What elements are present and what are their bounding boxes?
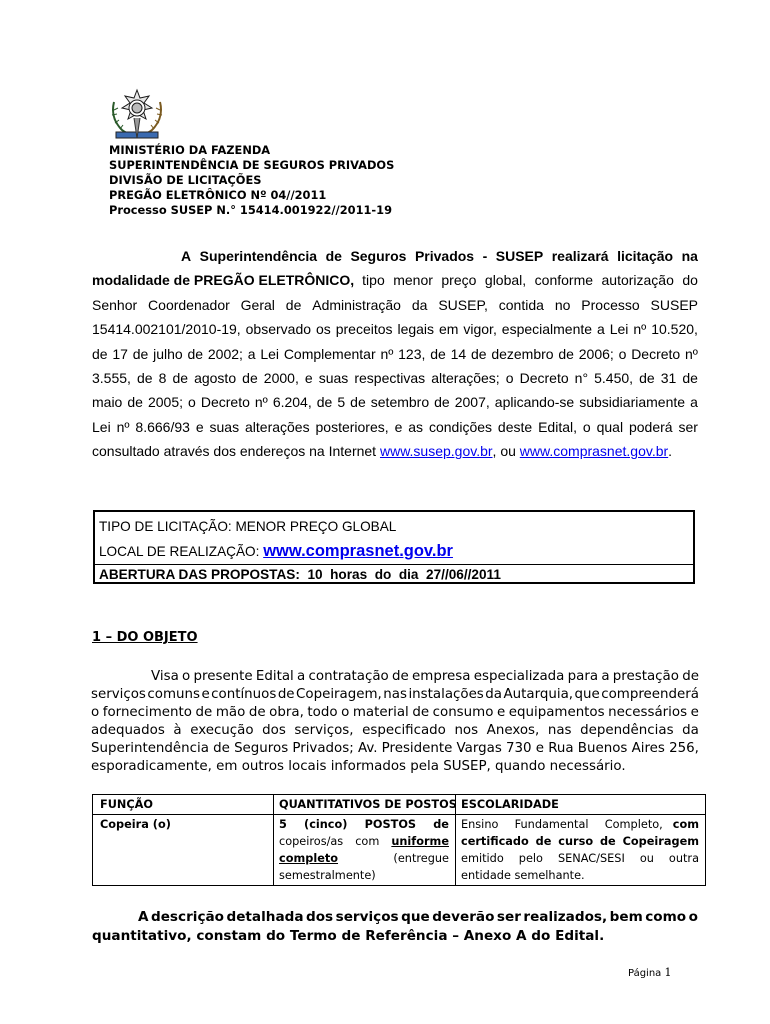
cell-quantitativos: 5 (cinco) POSTOS de copeiros/as com uniforme completo (entregue semestralmente) (279, 818, 449, 882)
box-divider (95, 564, 693, 565)
word: de (350, 394, 366, 411)
word: contida (498, 296, 544, 313)
page-label: Página (628, 968, 665, 979)
word: adequados (91, 723, 165, 738)
word: 8 (158, 369, 167, 386)
word: de (412, 705, 430, 720)
word: descrição (150, 909, 225, 925)
word: de (195, 705, 213, 720)
word: e (195, 418, 204, 435)
word: dependências (580, 723, 674, 738)
word: 15414.002101/2010-19, (92, 321, 241, 338)
table-divider (93, 814, 705, 815)
word: Privados; (292, 741, 354, 756)
word: Vargas (456, 741, 502, 756)
word: as (408, 418, 424, 435)
word: 2000, (263, 369, 299, 386)
word: a (597, 321, 605, 338)
word: e (535, 741, 545, 756)
word: Superintendência (91, 741, 209, 756)
comprasnet-link[interactable]: www.comprasnet.gov.br (519, 443, 669, 460)
object-line (91, 740, 699, 758)
word: maio (92, 394, 123, 411)
word: e (690, 705, 699, 720)
word: de (242, 369, 258, 386)
word: de (136, 369, 153, 386)
word: necessários (608, 705, 688, 720)
word: equipamentos (508, 705, 605, 720)
word: Anexos, (486, 723, 540, 738)
word: mão (215, 705, 246, 720)
word: de (470, 345, 487, 362)
word: ou (639, 852, 654, 865)
word: Decreto (200, 394, 250, 411)
cell-escolaridade: Ensino Fundamental Completo, com certificado de curso de Copeiragem emitido pelo SENAC/SESI ou outra entidade semelhante. (461, 818, 699, 882)
intro-line (92, 268, 698, 292)
word: 10.520, (651, 321, 698, 338)
intro-line (92, 415, 698, 439)
word: especialmente (501, 321, 593, 338)
word: Processo (581, 296, 640, 313)
word: nº (633, 321, 647, 338)
object-line (91, 668, 699, 686)
intro-line (92, 317, 698, 341)
word: emitido (461, 852, 504, 865)
word: de (682, 369, 698, 386)
word: subsidiariamente (579, 394, 686, 411)
word: o (188, 394, 196, 411)
word: Decreto (519, 369, 569, 386)
intro-line (92, 366, 698, 390)
word: SUSEP, (438, 296, 488, 313)
susep-link[interactable]: www.susep.gov.br (379, 443, 493, 460)
comprasnet-box-link[interactable]: www.comprasnet.gov.br (263, 542, 453, 560)
table-divider (273, 795, 274, 885)
word: dos (262, 723, 286, 738)
word: 730 (506, 741, 532, 756)
word: Copeiragem, (296, 687, 382, 702)
word: 3.555, (92, 369, 131, 386)
word: 31 (660, 369, 677, 386)
word: certificado (461, 835, 529, 848)
word: à (173, 723, 182, 738)
word: do (682, 272, 698, 289)
word: Presidente (381, 741, 453, 756)
word: Rua (548, 741, 574, 756)
word: o (688, 909, 698, 925)
word: de (535, 835, 552, 848)
word: alterações; (431, 369, 500, 386)
word: de (434, 394, 450, 411)
word: legais (397, 321, 435, 338)
word: 14 (450, 345, 467, 362)
intro-paragraph (92, 244, 698, 464)
word: nº (380, 345, 394, 362)
auction-type: TIPO DE LICITAÇÃO: MENOR PREÇO GLOBAL (99, 519, 397, 534)
word: instalações (408, 687, 484, 702)
word: Decreto (631, 345, 681, 362)
word: Completo, (604, 818, 663, 831)
word: da (485, 687, 502, 702)
word: especificado (362, 723, 446, 738)
closing-line: quantitativo, constam do Termo de Referência – Anexo A do Edital. (92, 928, 605, 944)
word: de (316, 394, 333, 411)
word: da (682, 723, 699, 738)
process-number: Processo SUSEP N.° 15414.001922//2011-19 (109, 203, 393, 217)
word: deverão (432, 909, 495, 925)
word: 5.450, (594, 369, 634, 386)
word: Aires (631, 741, 665, 756)
cell-funcao: Copeira (o) (100, 818, 171, 831)
word: SENAC/SESI (557, 852, 625, 865)
word: de (172, 369, 189, 386)
word: tipo (362, 272, 385, 289)
word: e (394, 418, 403, 435)
word: posteriores, (315, 418, 389, 435)
word: serviços (91, 687, 146, 702)
word: o (582, 418, 591, 435)
object-line (91, 722, 699, 740)
word: deste (497, 418, 533, 435)
word: (cinco) (304, 818, 348, 831)
word: em (438, 321, 459, 338)
intro-line (92, 342, 698, 366)
auction-info-box (93, 510, 695, 584)
document-header (109, 143, 394, 218)
word: Administração (312, 296, 401, 313)
word: compreenderá (601, 687, 699, 702)
word: observado (245, 321, 312, 338)
word: de (430, 345, 446, 362)
word: de (187, 345, 204, 362)
word: setembro (370, 394, 430, 411)
word: Edital (255, 669, 294, 684)
word: Fundamental (514, 818, 589, 831)
word: 5 (337, 394, 346, 411)
word: - (482, 248, 488, 264)
word: obra, (269, 705, 304, 720)
word: dezembro (491, 345, 554, 362)
word: especializada (473, 669, 565, 684)
word: POSTOS (364, 818, 417, 831)
word: agosto (194, 369, 237, 386)
auction-location: LOCAL DE REALIZAÇÃO: www.comprasnet.gov.br (99, 542, 453, 560)
word: dos (305, 909, 334, 925)
word: 123, (398, 345, 426, 362)
word: fornecimento (102, 705, 192, 720)
word: na (681, 248, 698, 264)
proposal-opening: ABERTURA DAS PROPOSTAS: 10 horas do dia 27//06//2011 (99, 567, 501, 582)
closing-line (92, 908, 698, 927)
word: preço (441, 272, 477, 289)
word: Superintendência (199, 248, 318, 264)
word: 256, (669, 741, 699, 756)
word: como (645, 909, 687, 925)
word: Visa (151, 669, 179, 684)
word: o (341, 705, 350, 720)
word: n° (574, 369, 589, 386)
word: de (127, 394, 143, 411)
word: respectivas (354, 369, 426, 386)
intro-line: consultado através dos endereços na Internet www.susep.gov.br , ou www.comprasnet.gov.br . (92, 439, 698, 463)
modality-label: modalidade de PREGÃO ELETRÔNICO, (92, 272, 355, 289)
word: Complementar (283, 345, 376, 362)
word: todo (307, 705, 338, 720)
word: Ensino (461, 818, 499, 831)
word: de (248, 705, 266, 720)
word: da (411, 296, 428, 313)
positions-table (92, 794, 706, 886)
word: poderá (628, 418, 673, 435)
word: Copeiragem (622, 835, 699, 848)
word: serviços, (294, 723, 354, 738)
word: que (574, 687, 600, 702)
intro-line (92, 390, 698, 414)
word: de (433, 818, 449, 831)
word: vigor, (463, 321, 497, 338)
header-funcao: FUNÇÃO (100, 798, 153, 811)
word: empresa (412, 669, 471, 684)
word: e (304, 369, 313, 386)
word: qual (596, 418, 624, 435)
word: nº (116, 418, 130, 435)
word: 8.666/93 (135, 418, 190, 435)
word: 6.204, (272, 394, 312, 411)
section-title: 1 – DO OBJETO (92, 630, 198, 645)
word: ser (678, 418, 698, 435)
word: de (599, 835, 616, 848)
word: os (315, 321, 331, 338)
word: Autarquia, (503, 687, 574, 702)
word: de (558, 345, 574, 362)
word: nas (383, 687, 407, 702)
word: Geral (240, 296, 275, 313)
word: e (496, 705, 506, 720)
object-line (91, 704, 699, 722)
division-name: DIVISÃO DE LICITAÇÕES (109, 173, 262, 187)
word: e (201, 687, 210, 702)
word: pelo (518, 852, 543, 865)
header-quantitativos: QUANTITATIVOS DE POSTOS (279, 798, 457, 811)
word: ser (496, 909, 521, 925)
word: contínuos (211, 687, 277, 702)
word: 5 (279, 818, 287, 831)
word: 2005; (147, 394, 184, 411)
word: suas (318, 369, 349, 386)
intro-line (92, 244, 698, 268)
word: julho (153, 345, 183, 362)
agency-name: SUPERINTENDÊNCIA DE SEGUROS PRIVADOS (109, 158, 395, 172)
word: no (554, 296, 571, 313)
word: de (325, 248, 342, 264)
word: alterações (245, 418, 310, 435)
word: preceitos (335, 321, 393, 338)
word: o (182, 669, 191, 684)
ministry-name: MINISTÉRIO DA FAZENDA (109, 143, 271, 157)
word: a (601, 669, 610, 684)
word: A (138, 909, 149, 925)
word: serviços (335, 909, 399, 925)
page-footer (628, 966, 671, 979)
word: a (247, 345, 256, 362)
word: comuns (147, 687, 200, 702)
closing-paragraph (92, 908, 698, 946)
word: de (132, 345, 149, 362)
word: outra (668, 852, 699, 865)
word: 2006; (578, 345, 614, 362)
intro-line (92, 293, 698, 317)
word: o (505, 369, 514, 386)
word: detalhada (226, 909, 304, 925)
word: Coordenador (148, 296, 230, 313)
word: de (213, 741, 230, 756)
word: para (567, 669, 599, 684)
word: conforme (534, 272, 594, 289)
coat-of-arms-logo (104, 88, 170, 144)
object-paragraph (91, 668, 699, 776)
word: bem (609, 909, 643, 925)
word: Lei (92, 418, 111, 435)
word: material (352, 705, 409, 720)
word: SUSEP (650, 296, 698, 313)
word: Privados (414, 248, 475, 264)
word: de (92, 345, 108, 362)
header-escolaridade: ESCOLARIDADE (461, 798, 559, 811)
word: consumo (432, 705, 494, 720)
word: nos (454, 723, 479, 738)
word: a (297, 669, 306, 684)
word: nas (547, 723, 572, 738)
word: de (639, 369, 655, 386)
word: prestação (612, 669, 679, 684)
word: nº (254, 394, 268, 411)
word: de (392, 669, 409, 684)
word: curso (558, 835, 594, 848)
word: global, (484, 272, 527, 289)
word: de (682, 669, 699, 684)
word: de (277, 687, 295, 702)
word: autorização (601, 272, 674, 289)
word: realizará (551, 248, 609, 264)
word: o (618, 345, 627, 362)
word: 2007, (454, 394, 490, 411)
word: 17 (112, 345, 128, 362)
word: presente (193, 669, 253, 684)
word: suas (209, 418, 240, 435)
word: Senhor (92, 296, 138, 313)
word: menor (393, 272, 433, 289)
word: a (690, 394, 698, 411)
word: Lei (609, 321, 629, 338)
word: aplicando-se (494, 394, 575, 411)
word: nº (685, 345, 698, 362)
word: A (181, 248, 192, 264)
word: execução (190, 723, 254, 738)
word: Buenos (577, 741, 628, 756)
object-line (91, 686, 699, 704)
object-line: esporadicamente, em outros locais informados pela SUSEP, quando necessário. (91, 759, 626, 774)
word: o (91, 705, 100, 720)
word: Av. (357, 741, 378, 756)
word: SUSEP (495, 248, 544, 264)
word: Lei (260, 345, 280, 362)
word: 2002; (207, 345, 243, 362)
auction-number: PREGÃO ELETRÔNICO Nº 04//2011 (109, 188, 327, 202)
word: Edital, (538, 418, 577, 435)
word: licitação (617, 248, 674, 264)
word: realizados, (523, 909, 608, 925)
word: de (285, 296, 302, 313)
word: condições (428, 418, 493, 435)
word: Seguros (234, 741, 289, 756)
word: contratação (308, 669, 389, 684)
word: que (401, 909, 430, 925)
word: Seguros (350, 248, 407, 264)
page-number: 1 (664, 966, 672, 979)
